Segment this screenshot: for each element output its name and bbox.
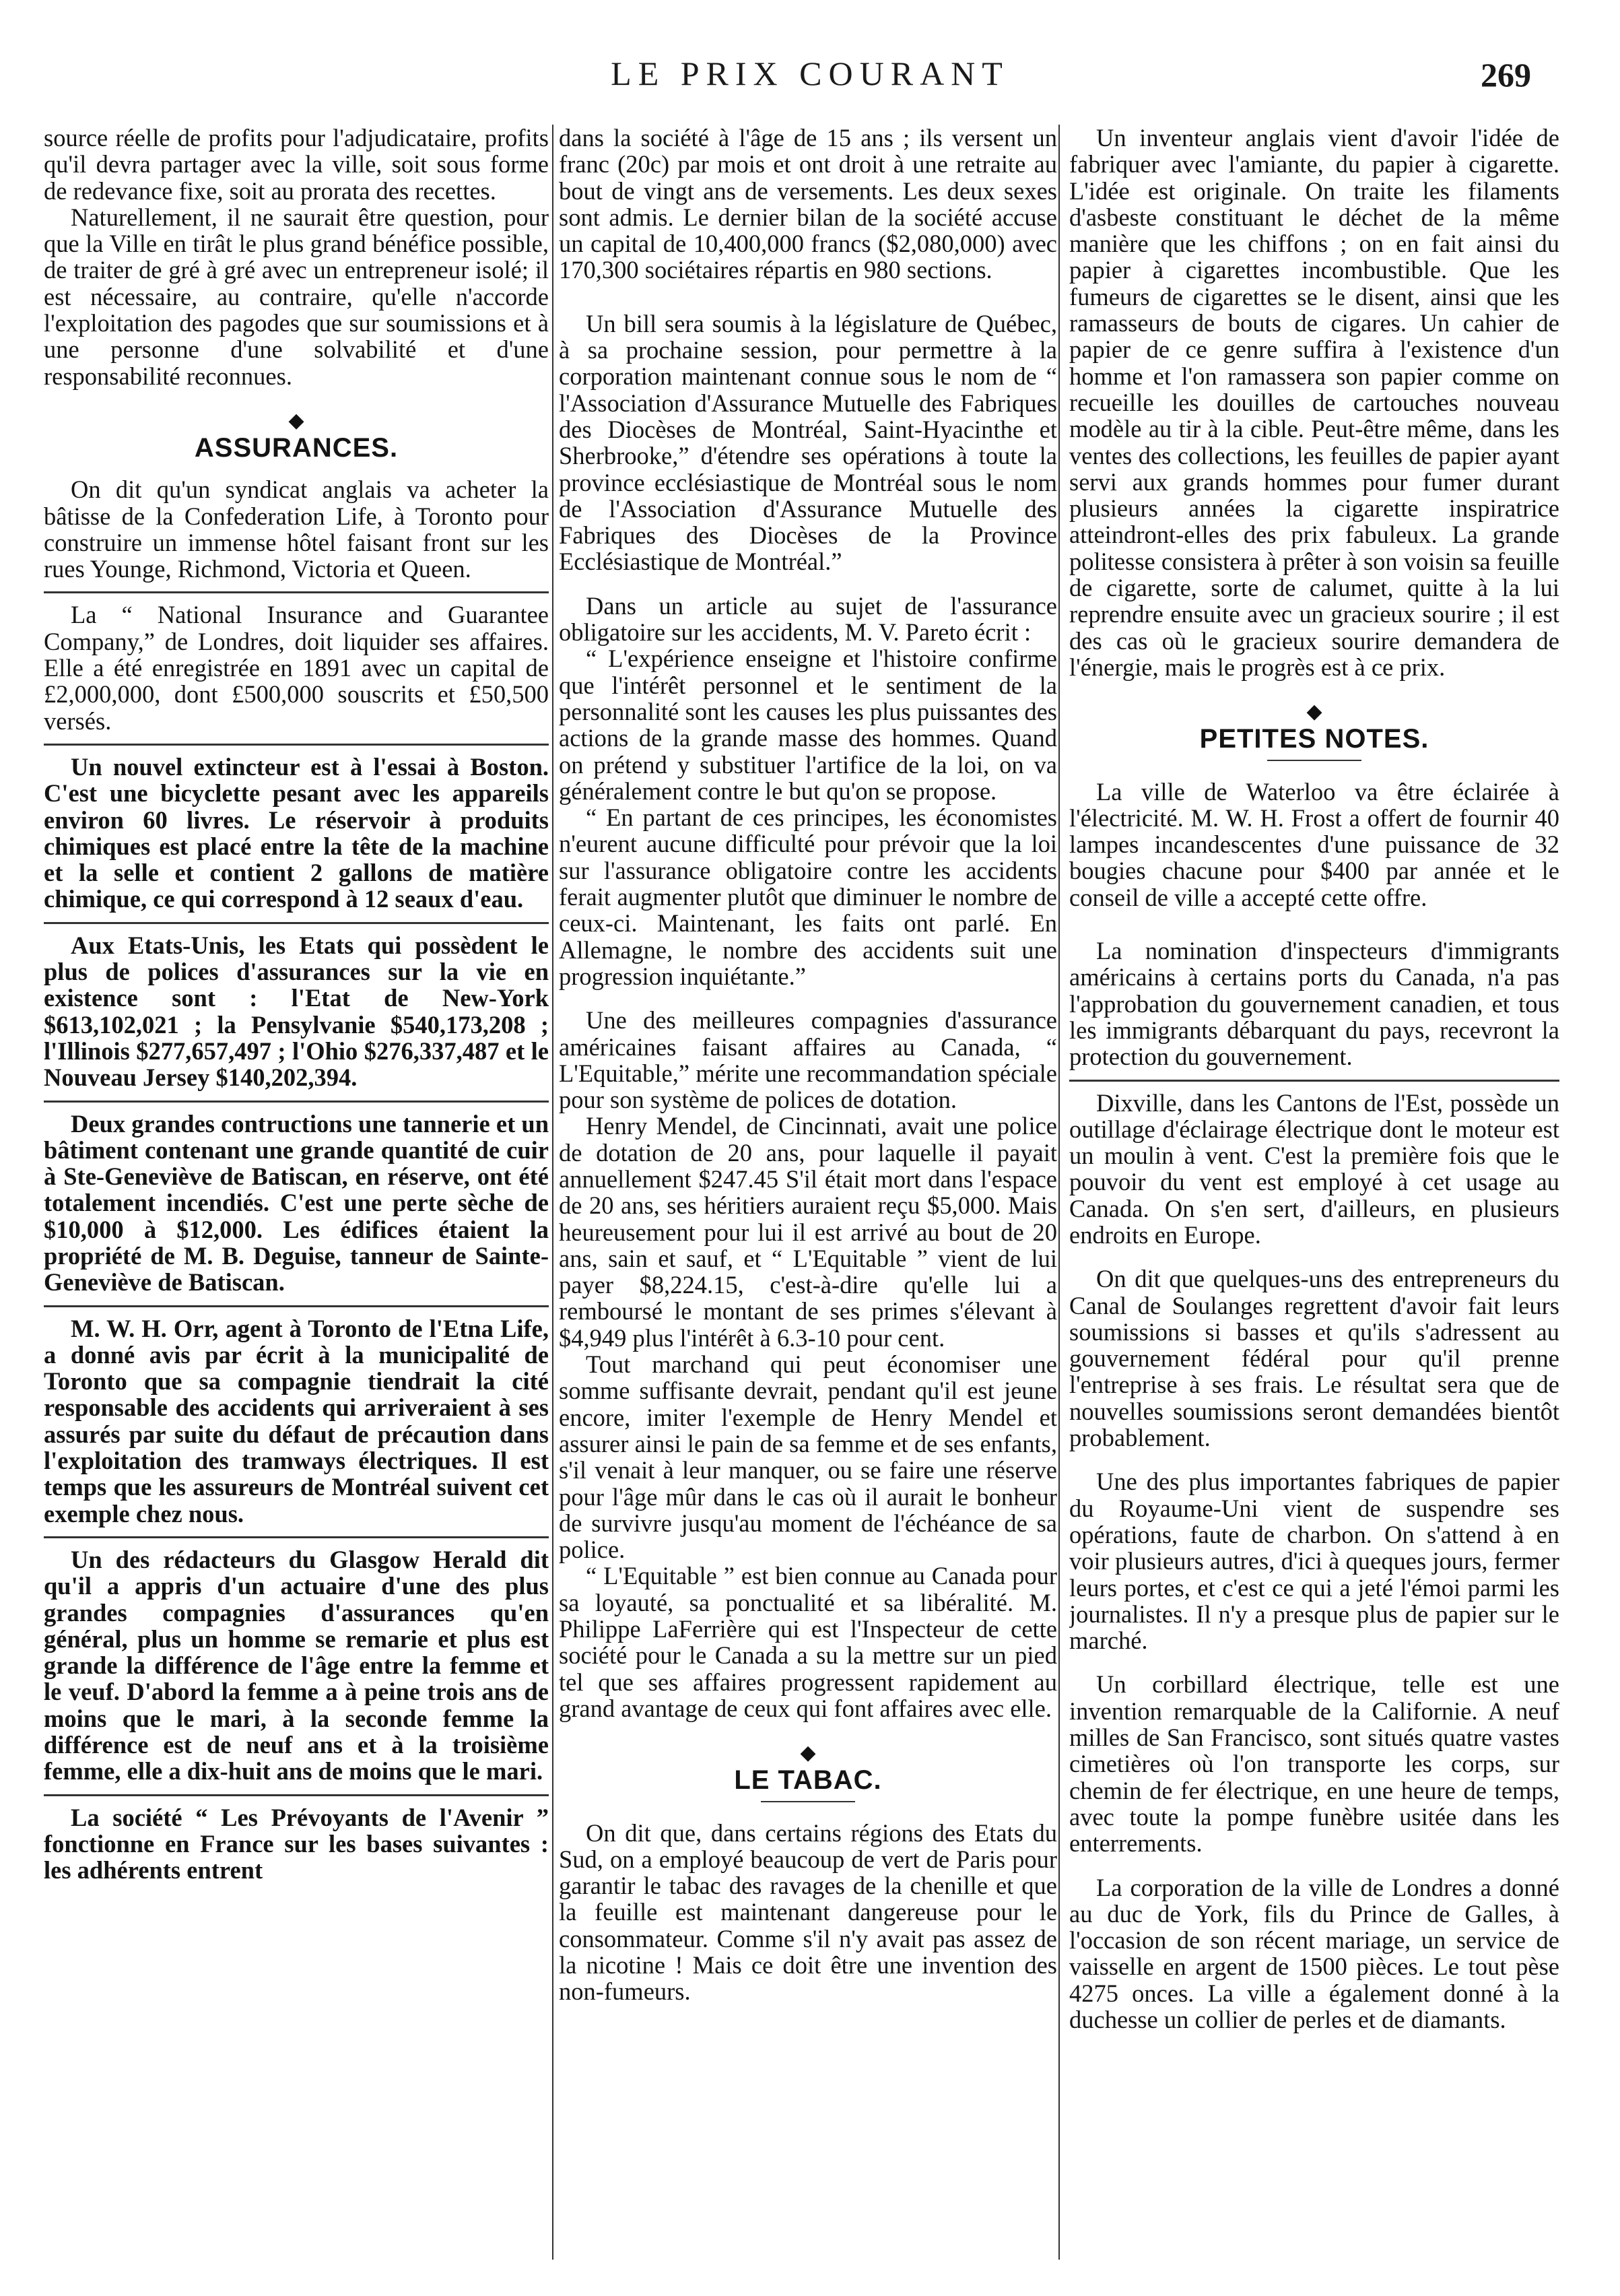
ornament-divider: ◆ xyxy=(288,409,304,432)
ornament-divider: ◆ xyxy=(1306,700,1322,723)
article-pareto xyxy=(559,585,1057,999)
column-divider xyxy=(1058,125,1060,2260)
paragraph: Un des rédacteurs du Glasgow Herald dit qu'il a appris d'un actuaire d'une des plus grandes compagnies d'assurances qu'en général, plus un homme se remarie et plus est grande la différence de l'âge entre la femme et le veuf. D'abord la femme a à peine trois ans de moins que le mari, à la seconde femme la différence est de neuf ans et à la troisième femme, elle a dix-huit ans de moins que le mari. xyxy=(44,1545,549,1785)
paragraph: “ En partant de ces principes, les économistes n'eurent aucune difficulté pour prévoir que la loi sur l'assurance obligatoire contre les accidents ferait augmenter plutôt que diminuer le nombre de ceux-ci. Maintenant, les faits ont parlé. En Allemagne, le nombre des accidents suit une progression inquiétante.” xyxy=(559,803,1057,990)
paragraph: On dit que, dans certains régions des Etats du Sud, on a employé beaucoup de vert de Paris pour garantir le tabac des ravages de la chenille et que la feuille est maintenant dangereuse pour le consommateur. Comme s'il n'y avait pas assez de la nicotine ! Mais ce doit être une invention des non-fumeurs. xyxy=(559,1818,1057,2006)
paragraph: Un bill sera soumis à la législature de Québec, à sa prochaine session, pour permettre à la corporation maintenant connue sous le nom de “ l'Association d'Assurance Mutuelle des Fabriques des Diocèses de Montréal, Saint-Hyacinthe et Sherbrooke,” d'étendre ses opérations à toute la province ecclésiastique de Montréal sous le nom de l'Association d'Assurance Mutuelle des Fabriques des Diocèses de la Province Ecclésiastique de Montréal.” xyxy=(559,309,1057,576)
paragraph: La ville de Waterloo va être éclairée à l'électricité. M. W. H. Frost a offert de fournir 40 lampes incandescentes d'une puissance de 32 bougies chacune pour $400 par année et le conseil de ville a accepté cette offre. xyxy=(1069,777,1559,911)
article-amiante xyxy=(1069,125,1559,690)
column-right xyxy=(1069,125,1559,2260)
paragraph: La “ National Insurance and Guarantee Company,” de Londres, doit liquider ses affaires. Elle a été enregistrée en 1891 avec un capital de £2,000,000, dont £500,000 souscrits et £50,500 versés. xyxy=(44,601,549,735)
section-heading-assurances: ASSURANCES. xyxy=(194,432,399,463)
section-heading-tabac: LE TABAC. xyxy=(734,1765,882,1796)
spacer xyxy=(1069,920,1559,929)
paragraph: On dit qu'un syndicat anglais va acheter la bâtisse de la Confederation Life, à Toronto pour construire un immense hôtel faisant front sur les rues Younge, Richmond, Victoria et Queen. xyxy=(44,475,549,583)
paragraph: Deux grandes contructions une tannerie et un bâtiment contenant une grande quantité de cuir à Ste-Geneviève de Batiscan, en réserve, ont été totalement incendiés. C'est une perte sèche de $10,000 à $12,000. Les édifices étaient la propriété de M. B. Deguise, tanneur de Sainte-Geneviève de Batiscan. xyxy=(44,1109,549,1297)
column-divider xyxy=(552,125,553,2260)
article xyxy=(559,302,1057,585)
section-heading-petites-notes: PETITES NOTES. xyxy=(1199,724,1429,754)
article xyxy=(44,1796,549,1893)
article xyxy=(1069,1663,1559,1866)
article xyxy=(559,1812,1057,2014)
article-pagodes xyxy=(44,125,549,399)
paragraph: Dixville, dans les Cantons de l'Est, possède un outillage d'éclairage électrique dont le moteur est un moulin à vent. C'est la première fois que le pouvoir du vent est employé à cet usage au Canada. On s'en sert, d'ailleurs, en plusieurs endroits en Europe. xyxy=(1069,1088,1559,1249)
spacer xyxy=(559,293,1057,302)
journal-title: LE PRIX COURANT xyxy=(611,55,1009,92)
article xyxy=(1069,1080,1559,1258)
paragraph: La nomination d'inspecteurs d'immigrants américains à certains ports du Canada, n'a pas l'approbation du gouvernement canadien, et tous les immigrants débarquant du pays, recevront la protection du gouvernement. xyxy=(1069,937,1559,1071)
page-header xyxy=(0,0,1620,128)
article xyxy=(44,593,549,745)
article xyxy=(44,746,549,924)
paragraph: Un nouvel extincteur est à l'essai à Boston. C'est une bicyclette pesant avec les appareils environ 60 livres. Le réservoir à produits chimiques est placé entre la tête de la machine et la selle et contient 2 gallons de matière chimique, ce qui correspond à 12 seaux d'eau. xyxy=(44,752,549,913)
paragraph: On dit que quelques-uns des entrepreneurs du Canal de Soulanges regrettent d'avoir fait leurs soumissions si basses et qu'ils s'adressent au gouvernement fédéral pour qu'il prenne l'entreprise à ses frais. Le résultat sera que de nouvelles soumissions seront demandées bientôt probablement. xyxy=(1069,1265,1559,1452)
article xyxy=(559,125,1057,293)
article xyxy=(44,1538,549,1796)
paragraph: Une des meilleures compagnies d'assurance américaines faisant affaires au Canada, “ L'Equitable,” mérite une recommandation spéciale pour son système de polices de dotation. xyxy=(559,1006,1057,1114)
ornament-divider: ◆ xyxy=(800,1742,816,1765)
article xyxy=(44,468,549,593)
article xyxy=(1069,1460,1559,1663)
article xyxy=(44,1307,549,1538)
paragraph: Un corbillard électrique, telle est une invention remarquable de la Californie. A neuf milles de San Francisco, sont situés quatre vastes cimetières où l'on transporte les corps, sur chemin de fer électrique, en une heure de temps, avec toute la pompe funèbre usitée dans les enterrements. xyxy=(1069,1670,1559,1858)
article xyxy=(1069,1866,1559,2043)
paragraph: dans la société à l'âge de 15 ans ; ils versent un franc (20c) par mois et ont droit à une retraite au bout de vingt ans de versements. Les deux sexes sont admis. Le dernier bilan de la société accuse un capital de 10,400,000 francs ($2,080,000) avec 170,300 sociétaires répartis en 980 sections. xyxy=(559,125,1057,284)
article xyxy=(44,924,549,1103)
paragraph: source réelle de profits pour l'adjudicataire, profits qu'il devra partager avec la ville, soit sous forme de redevance fixe, soit au prorata des recettes. xyxy=(44,125,549,205)
column-middle xyxy=(559,125,1057,2260)
article-equitable xyxy=(559,999,1057,1731)
column-left xyxy=(44,125,549,2260)
paragraph: Aux Etats-Unis, les Etats qui possèdent le plus de polices d'assurances sur la vie en existence sont : l'Etat de New-York $613,102,021 ; la Pensylvanie $540,173,208 ; l'Illinois $277,657,497 ; l'Ohio $276,337,487 et le Nouveau Jersey $140,202,394. xyxy=(44,931,549,1092)
article xyxy=(1069,770,1559,920)
paragraph: La corporation de la ville de Londres a donné au duc de York, fils du Prince de Galles, à l'occasion de son récent mariage, un service de vaisselle en argent de 1500 pièces. Le tout pèse 4275 onces. La ville a également donné à la duchesse un collier de perles et de diamants. xyxy=(1069,1873,1559,2033)
paragraph: Un inventeur anglais vient d'avoir l'idée de fabriquer avec l'amiante, du papier à cigarette. L'idée est originale. On traite les filaments d'asbeste constituant le déchet de la même manière que les chiffons ; on en fait ainsi du papier à cigarettes incombustible. Que les fumeurs de cigarettes se le disent, ainsi que les ramasseurs de bouts de cigares. Un cahier de papier de ce genre suffira à l'existence d'un homme et l'on ramassera son papier comme on recueille les douilles de cartouches nouveau modèle au tir à la cible. Peut-être même, dans les ventes des collections, les feuilles de papier ayant servi aux grands hommes pour fumer durant plusieurs années la cigarette inspiratrice atteindront-elles des prix fabuleux. La grande politesse consistera à prêter à son voisin sa feuille de cigarette, sorte de calumet, quitte à la lui reprendre ensuite avec un gracieux sourire ; il est des cas où le gracieux sourire demandera de l'énergie, mais le progrès est à ce prix. xyxy=(1069,125,1559,681)
paragraph: Tout marchand qui peut économiser une somme suffisante devrait, pendant qu'il est jeune encore, imiter l'exemple de Henry Mendel et assurer ainsi le pain de sa femme et de ses enfants, s'il venait à leur manquer, ou se faire une réserve pour l'âge mûr dans le cas où il aurait le bonheur de survivre jusqu'au moment de l'échéance de sa police. xyxy=(559,1350,1057,1564)
paragraph: Naturellement, il ne saurait être question, pour que la Ville en tirât le plus grand bénéfice possible, de traiter de gré à gré avec un entrepreneur isolé; il est nécessaire, au contraire, qu'elle n'accorde l'exploitation des pagodes que sur soumissions et à une personne d'une solvabilité et d'une responsabilité reconnues. xyxy=(44,203,549,390)
paragraph: “ L'expérience enseigne et l'histoire confirme que l'intérêt personnel et le sentiment de la personnalité sont les causes les plus puissantes des actions de la grande masse des hommes. Quand on prétend y substituer l'artifice de la loi, on va généralement contre le but qu'on se propose. xyxy=(559,645,1057,805)
short-rule xyxy=(761,1801,855,1802)
paragraph: La société “ Les Prévoyants de l'Avenir ” fonctionne en France sur les bases suivantes : les adhérents entrent xyxy=(44,1803,549,1884)
paragraph: Henry Mendel, de Cincinnati, avait une police de dotation de 20 ans, pour laquelle il payait annuellement $247.45 S'il était mort dans l'espace de 20 ans, ses héritiers auraient reçu $5,000. Mais heureusement pour lui il est arrivé au bout de 20 ans, sain et sauf, et “ L'Equitable ” vient de lui payer $8,224.15, c'est-à-dire qu'elle lui a remboursé le montant de ses primes s'élevant à $4,949 plus l'intérêt à 6.3-10 pour cent. xyxy=(559,1112,1057,1352)
paragraph: M. W. H. Orr, agent à Toronto de l'Etna Life, a donné avis par écrit à la municipalité de Toronto que sa compagnie tiendrait la cité responsable des accidents qui arriveraient à ses assurés par suite du défaut de précaution dans l'exploitation des tramways électriques. Il est temps que les assureurs de Montréal suivent cet exemple chez nous. xyxy=(44,1314,549,1528)
short-rule xyxy=(1267,760,1361,761)
article xyxy=(1069,929,1559,1079)
article xyxy=(1069,1257,1559,1460)
paragraph: “ L'Equitable ” est bien connue au Canada pour sa loyauté, sa ponctualité et sa libéralité. M. Philippe LaFerrière qui est l'Inspecteur de cette société pour le Canada a su la mettre sur un pied tel que ses affaires progressent rapidement au grand avantage de ceux qui font affaires avec elle. xyxy=(559,1562,1057,1722)
article xyxy=(44,1103,549,1307)
paragraph: Dans un article au sujet de l'assurance obligatoire sur les accidents, M. V. Pareto écrit : xyxy=(559,591,1057,647)
page-number: 269 xyxy=(1481,56,1531,94)
paragraph: Une des plus importantes fabriques de papier du Royaume-Uni vient de suspendre ses opérations, faute de charbon. On s'attend à en voir plusieurs autres, d'ici à queques jours, fermer leurs portes, et c'est ce qui a jeté l'émoi parmi les journalistes. Il n'y a presque plus de papier sur le marché. xyxy=(1069,1468,1559,1655)
